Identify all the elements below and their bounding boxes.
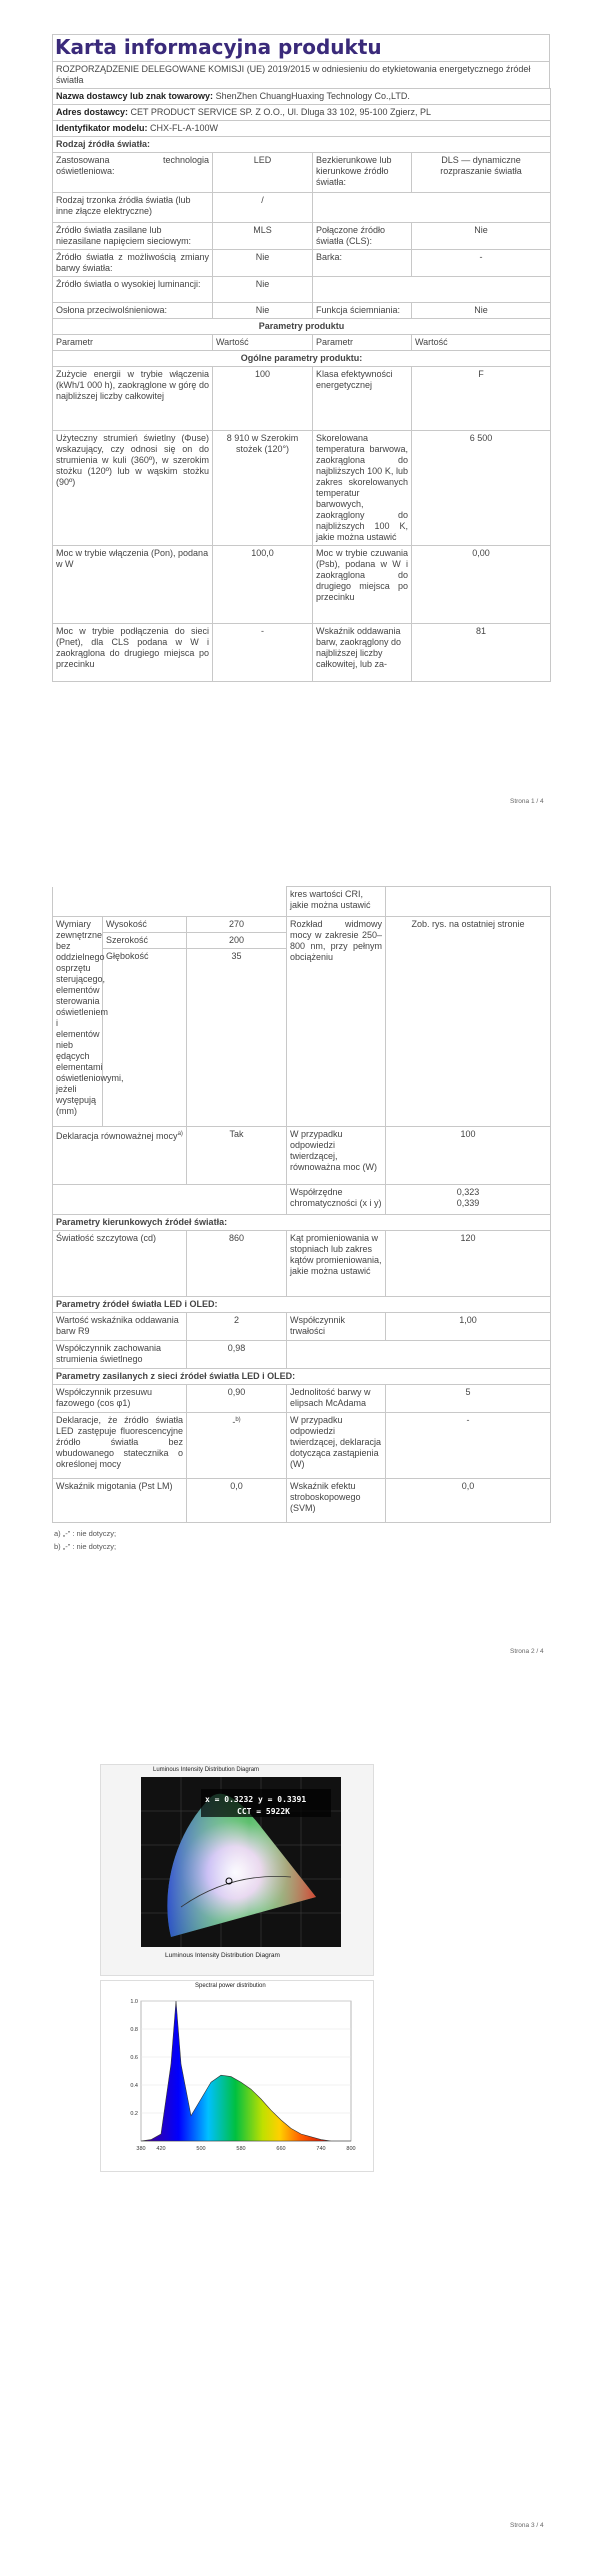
cell: Barka: (313, 250, 412, 277)
cell: F (412, 367, 551, 431)
cell: 0,90 (187, 1385, 287, 1413)
general-heading: Ogólne parametry produktu: (53, 351, 551, 367)
cell: 6 500 (412, 431, 551, 546)
cell: Wskaźnik oddawania barw, zaokrąglony do najbliższej liczby całkowitej, lub za- (313, 624, 412, 682)
column-header: Wartość (213, 335, 313, 351)
cell: kres wartości CRI, jakie można ustawić (287, 887, 386, 917)
cell: DLS — dynamiczne rozpraszanie światła (412, 153, 551, 193)
cell: Moc w trybie podłączenia do sieci (Pnet), dla CLS podana w W i zaokrąglona do drugiego miejsca po przecinku (53, 624, 213, 682)
cie-caption: Luminous Intensity Distribution Diagram (165, 1952, 280, 1959)
supplier-label: Nazwa dostawcy lub znak towarowy: (56, 91, 214, 101)
cell: 1,00 (386, 1313, 551, 1341)
type-heading: Rodzaj źródła światła: (53, 137, 551, 153)
chromaticity-x: 0,323 (456, 1187, 480, 1197)
cell: Moc w trybie czuwania (Psb), podana w W i zaokrąglona do drugiego miejsca po przecinku (313, 546, 412, 624)
cell: - (386, 1413, 551, 1479)
page-2 (0, 886, 603, 1706)
cell: Moc w trybie włączenia (Pon), podana w W (53, 546, 213, 624)
cell: Szerokość (103, 933, 187, 949)
cell: / (213, 193, 313, 223)
spectrum-chart (111, 1993, 361, 2163)
cell: Użyteczny strumień świetlny (Φuse) wskazujący, czy odnosi się on do strumienia w kuli (360º), w szerokim stożku (120º) lub w wąskim stożku (90º) (53, 431, 213, 546)
cell: - (412, 250, 551, 277)
cell: Tak (187, 1127, 287, 1185)
cell: Nie (412, 303, 551, 319)
cell: Nie (412, 223, 551, 250)
page-1 (0, 0, 603, 805)
cie-header: Luminous Intensity Distribution Diagram (153, 1767, 260, 1773)
footnote-b: b) „-” : nie dotyczy; (54, 1542, 117, 1551)
cct-readout: CCT = 5922K (237, 1807, 290, 1816)
address-value: CET PRODUCT SERVICE SP. Z O.O., Ul. Dluga 33 102, 95-100 Zgierz, PL (130, 107, 432, 117)
supplier-value: ShenZhen ChuangHuaxing Technology Co.,LTD. (215, 91, 410, 101)
empty-cell (53, 1185, 287, 1215)
document-title: Karta informacyjna produktu (55, 35, 382, 59)
cell: MLS (213, 223, 313, 250)
page-2-sheet (52, 886, 550, 1553)
footnote-a: a) „-” : nie dotyczy; (54, 1529, 117, 1538)
x-tick-label: 580 (236, 2146, 246, 2152)
y-tick-label: 0.4 (130, 2083, 138, 2089)
cell: 270 (187, 917, 287, 933)
cell: 8 910 w Szerokim stożek (120°) (213, 431, 313, 546)
chromaticity-y: 0,339 (456, 1198, 480, 1208)
cell: Współczynnik trwałości (287, 1313, 386, 1341)
cell: 100,0 (213, 546, 313, 624)
cell: Wartość wskaźnika oddawania barw R9 (53, 1313, 187, 1341)
x-tick-label: 660 (276, 2146, 286, 2152)
cell: 0,0 (386, 1479, 551, 1523)
cell: 200 (187, 933, 287, 949)
cell: Wskaźnik migotania (Pst LM) (53, 1479, 187, 1523)
mains-heading: Parametry zasilanych z sieci źródeł światła LED i OLED: (53, 1369, 551, 1385)
cell: 2 (187, 1313, 287, 1341)
cell: Osłona przeciwolśnieniowa: (53, 303, 213, 319)
empty-cell (287, 1341, 551, 1369)
cell: Wskaźnik efektu stroboskopowego (SVM) (287, 1479, 386, 1523)
cell: Skorelowana temperatura barwowa, zaokrąglona do najbliższych 100 K, lub zakres skorelowanych temperatur barwowych, zaokrąglony do najbliższych 100 K, jakie można ustawić (313, 431, 412, 546)
x-tick-label: 380 (136, 2146, 146, 2152)
cell: Wysokość (103, 917, 187, 933)
cell: -$^{b)}$ (187, 1413, 287, 1479)
dims-label: Wymiary zewnętrzne bez oddzielnego osprzętu sterującego, elementów sterowania oświetleniem i elementów nieb ędących elementami oświetleniowymi, jeżeli występują (mm) (53, 917, 103, 1127)
cell: 35 (187, 949, 287, 1127)
cell: Współczynnik przesuwu fazowego (cos φ1) (53, 1385, 187, 1413)
cell: Deklaracja równoważnej mocy$^{a)}$ (53, 1127, 187, 1185)
cell: Połączone źródło światła (CLS): (313, 223, 412, 250)
dir-heading: Parametry kierunkowych źródeł światła: (53, 1215, 551, 1231)
page-number: Strona 2 / 4 (510, 1648, 544, 1655)
model-row (53, 121, 551, 137)
cell-text: Deklaracja równoważnej mocy (56, 1131, 178, 1141)
empty-cell (313, 277, 551, 303)
params-heading: Parametry produktu (53, 319, 551, 335)
cell: Zużycie energii w trybie włączenia (kWh/1 000 h), zaokrąglone w górę do najbliższej liczby całkowitej (53, 367, 213, 431)
cell: Światłość szczytowa (cd) (53, 1231, 187, 1297)
address-row (53, 105, 551, 121)
cell: Współczynnik zachowania strumienia świetlnego (53, 1341, 187, 1369)
cell: Zob. rys. na ostatniej stronie (386, 917, 551, 1127)
cell: Źródło światła o wysokiej luminancji: (53, 277, 213, 303)
cell: LED (213, 153, 313, 193)
xy-readout: x = 0.3232 y = 0.3391 (205, 1795, 307, 1804)
cell: Nie (213, 303, 313, 319)
cell: W przypadku odpowiedzi twierdzącej, deklaracja dotycząca zastąpienia (W) (287, 1413, 386, 1479)
column-header: Parametr (313, 335, 412, 351)
spectrum-caption: Spectral power distribution (195, 1983, 266, 1989)
cell: Jednolitość barwy w elipsach McAdama (287, 1385, 386, 1413)
empty-cell (53, 887, 287, 917)
cell: 860 (187, 1231, 287, 1297)
cell: 100 (386, 1127, 551, 1185)
column-header: Parametr (53, 335, 213, 351)
x-tick-label: 740 (316, 2146, 326, 2152)
cell: Źródło światła z możliwością zmiany barwy światła: (53, 250, 213, 277)
cell: Deklaracje, że źródło światła LED zastępuje fluorescencyjne źródło światła bez wbudowanego statecznika o określonej mocy (53, 1413, 187, 1479)
cell: 0,98 (187, 1341, 287, 1369)
page-3 (0, 1740, 603, 2560)
supplier-row (53, 89, 551, 105)
regulation-text: ROZPORZĄDZENIE DELEGOWANE KOMISJI (UE) 2019/2015 w odniesieniu do etykietowania energetycznego źródeł światła (53, 61, 549, 88)
cell: 0,0 (187, 1479, 287, 1523)
cell: 81 (412, 624, 551, 682)
y-tick-label: 1.0 (130, 1999, 138, 2005)
cell-text: - (232, 1417, 236, 1427)
y-tick-label: 0.2 (130, 2111, 138, 2117)
cell: Funkcja ściemniania: (313, 303, 412, 319)
x-tick-label: 800 (346, 2146, 356, 2152)
address-label: Adres dostawcy: (56, 107, 129, 117)
y-tick-label: 0.8 (130, 2027, 138, 2033)
led-heading: Parametry źródeł światła LED i OLED: (53, 1297, 551, 1313)
page-number: Strona 3 / 4 (510, 2522, 544, 2529)
cell: 5 (386, 1385, 551, 1413)
model-label: Identyfikator modelu: (56, 123, 148, 133)
cell: Rodzaj trzonka źródła światła (lub inne złącze elektryczne) (53, 193, 213, 223)
page-number: Strona 1 / 4 (510, 798, 544, 805)
empty-cell (313, 193, 551, 223)
spec-table-page-1 (52, 88, 551, 682)
page-1-sheet (52, 34, 550, 682)
cell: - (213, 624, 313, 682)
cell: Klasa efektywności energetycznej (313, 367, 412, 431)
spec-table-page-2 (52, 886, 551, 1523)
document-header (52, 34, 550, 88)
empty-cell (386, 887, 551, 917)
cell: Źródło światła zasilane lub niezasilane napięciem sieciowym: (53, 223, 213, 250)
cell: Rozkład widmowy mocy w zakresie 250–800 nm, przy pełnym obciążeniu (287, 917, 386, 1127)
cell: W przypadku odpowiedzi twierdzącej, równoważna moc (W) (287, 1127, 386, 1185)
model-value: CHX-FL-A-100W (150, 123, 219, 133)
cell: Głębokość (103, 949, 187, 1127)
cell: 100 (213, 367, 313, 431)
x-tick-label: 420 (156, 2146, 166, 2152)
cell: Nie (213, 277, 313, 303)
spectrum-image (100, 1980, 374, 2172)
cell: Bezkierunkowe lub kierunkowe źródło światła: (313, 153, 412, 193)
cell: 0,00 (412, 546, 551, 624)
cell: 120 (386, 1231, 551, 1297)
cell (386, 1185, 551, 1215)
cell: Współrzędne chromatyczności (x i y) (287, 1185, 386, 1215)
cell: Kąt promieniowania w stopniach lub zakres kątów promieniowania, jakie można ustawić (287, 1231, 386, 1297)
cell: Zastosowana technologia oświetleniowa: (53, 153, 213, 193)
cie-diagram-image (100, 1764, 374, 1976)
cell: Nie (213, 250, 313, 277)
y-tick-label: 0.6 (130, 2055, 138, 2061)
x-tick-label: 500 (196, 2146, 206, 2152)
column-header: Wartość (412, 335, 551, 351)
